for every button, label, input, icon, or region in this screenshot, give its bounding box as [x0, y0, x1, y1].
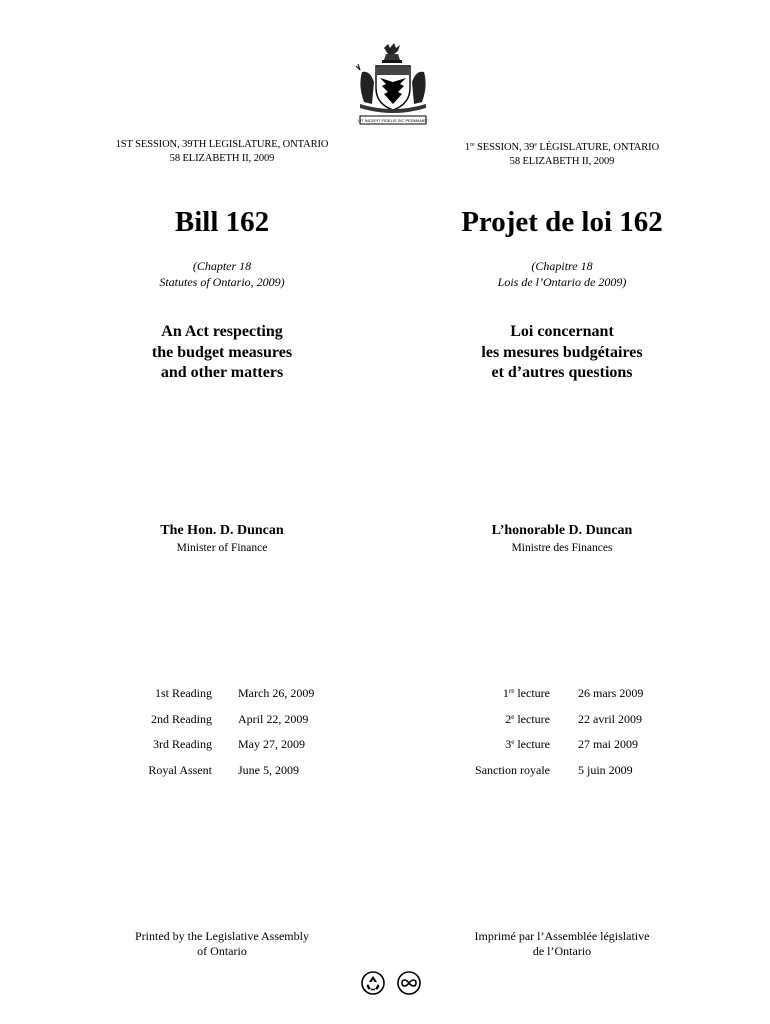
ontario-coat-of-arms [354, 42, 432, 126]
fr-session-regnal-year: 58 ELIZABETH II, 2009 [509, 156, 615, 167]
permanent-paper-icon [397, 971, 421, 995]
en-reading-label: 3rd Reading [153, 737, 212, 751]
fr-sponsor-role: Ministre des Finances [511, 542, 613, 554]
table-row [450, 737, 678, 763]
en-title-line3: and other matters [160, 364, 284, 381]
en-reading-date: June 5, 2009 [238, 762, 299, 777]
en-sponsor [112, 522, 332, 556]
en-bill-number: Bill 162 [174, 206, 270, 238]
fr-session-line: 1re SESSION, 39e LÉGISLATURE, ONTARIO [464, 142, 660, 153]
fr-session-info [452, 138, 672, 169]
en-reading-label: 2nd Reading [151, 711, 212, 726]
en-session-line: 1ST SESSION, 39TH LEGISLATURE, ONTARIO [115, 139, 329, 150]
en-session-info [112, 138, 332, 166]
fr-reading-label: 1re lecture [502, 686, 550, 700]
en-reading-label: 1st Reading [155, 686, 212, 700]
en-chapter [112, 258, 332, 290]
en-chapter-line2: Statutes of Ontario, 2009) [159, 275, 285, 289]
fr-reading-date: 26 mars 2009 [578, 686, 644, 700]
fr-printer-line1: Imprimé par l’Assemblée législative [474, 929, 650, 943]
en-sponsor-name: The Hon. D. Duncan [160, 523, 284, 538]
en-printer-line2: of Ontario [197, 943, 247, 958]
fr-reading-label: Sanction royale [475, 762, 550, 777]
fr-title-line2: les mesures budgétaires [481, 343, 643, 361]
fr-chapter-line1: (Chapitre 18 [531, 259, 593, 273]
fr-printer [452, 929, 672, 958]
en-printer-line1: Printed by the Legislative Assembly [135, 929, 309, 943]
en-reading-date: April 22, 2009 [238, 711, 309, 726]
fr-reading-date: 27 mai 2009 [578, 737, 638, 751]
table-row [130, 686, 348, 712]
fr-title-line3: et d’autres questions [491, 364, 633, 381]
recycle-icon [361, 971, 385, 995]
en-title-line2: the budget measures [151, 343, 293, 361]
fr-reading-date: 22 avril 2009 [578, 711, 642, 726]
en-session-regnal-year: 58 ELIZABETH II, 2009 [169, 153, 275, 164]
en-sponsor-role: Minister of Finance [176, 542, 268, 554]
table-row [130, 737, 348, 763]
en-reading-label: Royal Assent [148, 762, 212, 777]
fr-bill-title [442, 322, 682, 384]
en-title-line1: An Act respecting [161, 323, 283, 340]
en-bill-title [102, 322, 342, 384]
fr-chapter-line2: Lois de l’Ontario de 2009) [497, 275, 627, 289]
table-row [450, 712, 678, 738]
fr-title-line1: Loi concernant [510, 323, 614, 340]
fr-chapter [452, 258, 672, 290]
en-printer [112, 929, 332, 958]
en-readings-table [130, 686, 348, 788]
fr-reading-label: 2e lecture [505, 711, 550, 726]
fr-reading-label: 3e lecture [505, 737, 550, 751]
table-row [130, 763, 348, 789]
fr-printer-line2: de l’Ontario [532, 943, 592, 958]
table-row [450, 686, 678, 712]
table-row [450, 763, 678, 789]
fr-bill-number: Projet de loi 162 [461, 206, 663, 238]
fr-reading-date: 5 juin 2009 [578, 762, 633, 777]
crest-motto: UT INCEPIT FIDELIS SIC PERMANET [358, 118, 428, 124]
fr-sponsor [452, 522, 672, 556]
fr-sponsor-name: L’honorable D. Duncan [491, 523, 633, 538]
en-reading-date: March 26, 2009 [238, 686, 315, 700]
fr-readings-table [450, 686, 678, 788]
en-reading-date: May 27, 2009 [238, 737, 305, 751]
en-chapter-line1: (Chapter 18 [192, 259, 252, 273]
table-row [130, 712, 348, 738]
